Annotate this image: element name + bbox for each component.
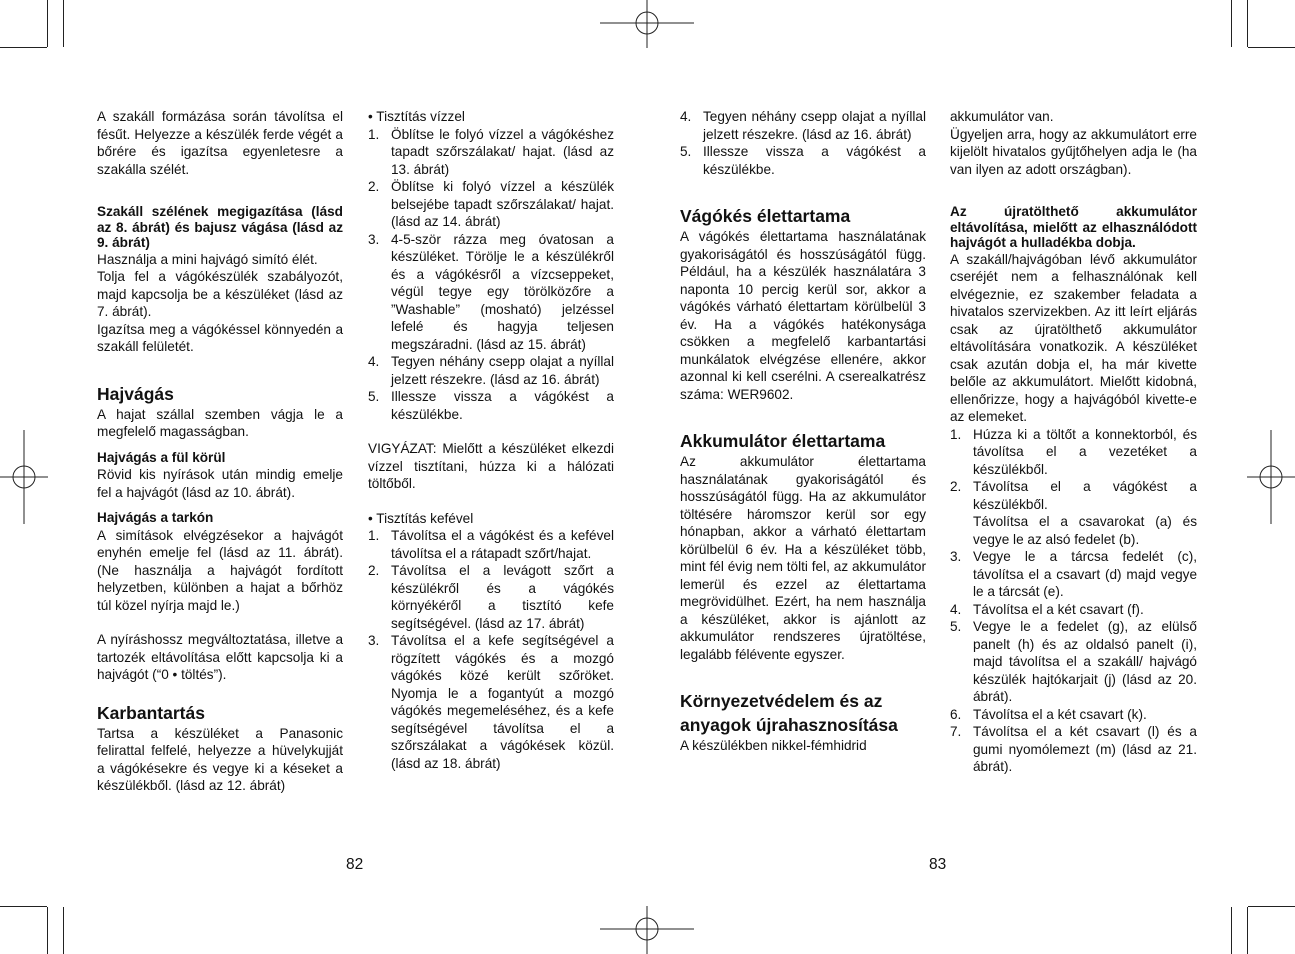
list-item	[950, 478, 1197, 513]
crop-mark	[47, 0, 48, 47]
page-number-left: 82	[346, 856, 364, 873]
paragraph: Rövid kis nyírások után mindig emelje fel a hajvágót (lásd az 10. ábrát).	[97, 467, 343, 500]
subheading: Hajvágás a fül körül	[97, 449, 226, 465]
list-text: Távolítsa el a csavarokat (a) és vegye le az alsó fedelet (b).	[973, 514, 1197, 547]
section-title: Az újratölthető akkumulátor eltávolítása, mielőtt az elhasználódott hajvágót a hulladékba dobja.	[950, 204, 1197, 250]
crop-mark	[47, 907, 48, 954]
column-2	[368, 108, 614, 772]
section-title: Szakáll szélének megigazítása (lásd az 8. ábrát) és bajusz vágása (lásd az 9. ábrát)	[97, 204, 343, 250]
list-item	[950, 548, 1197, 601]
crop-mark	[1247, 907, 1248, 954]
list-text: Tegyen néhány csepp olajat a nyíllal jelzett részekre. (lásd az 16. ábrát)	[703, 109, 926, 142]
list-text: Távolítsa el a két csavart (l) és a gumi nyomólemezt (m) (lásd az 21. ábrát).	[973, 724, 1197, 774]
list-number: 3.	[368, 633, 380, 648]
list-item	[368, 388, 614, 423]
heading-kornyezet: Környezetvédelem és az	[680, 691, 883, 711]
list-number: 3.	[950, 549, 962, 564]
list-text: Távolítsa el a két csavart (f).	[973, 601, 1144, 617]
list-number: 4.	[680, 109, 692, 124]
list-text: Távolítsa el a vágókést és a kefével távolítsa el a rátapadt szőrt/hajat.	[391, 528, 614, 561]
list-number: 5.	[950, 619, 962, 634]
page-number-right: 83	[929, 856, 947, 873]
list-text: Távolítsa el a két csavart (k).	[973, 706, 1147, 722]
paragraph: A készülékben nikkel-fémhidrid	[680, 738, 867, 753]
list-text: Illessze vissza a vágókést a készülékbe.	[703, 144, 926, 177]
list-item	[368, 562, 614, 632]
list-number: 5.	[680, 144, 692, 159]
paragraph: Tartsa a készüléket a Panasonic felirattal felfelé, helyezze a hüvelykujját a vágókésekre és vegye ki a késeket a készülékből. (lásd az 12. ábrát)	[97, 725, 343, 793]
list-text: Tegyen néhány csepp olajat a nyíllal jelzett részekre. (lásd az 16. ábrát)	[391, 354, 614, 387]
crop-mark	[63, 0, 64, 47]
paragraph: A hajat szállal szemben vágja le a megfelelő magasságban.	[97, 406, 343, 439]
paragraph: Igazítsa meg a vágókéssel könnyedén a szakáll felületét.	[97, 321, 343, 354]
registration-mark-right	[1247, 430, 1295, 524]
list-text: Öblítse ki folyó vízzel a készülék belsejébe tapadt szőrszálakat/ hajat. (lásd az 14. ábrát)	[391, 179, 614, 229]
list-item	[950, 618, 1197, 706]
list-number: 4.	[368, 354, 380, 369]
list-text: Távolítsa el a kefe segítségével a rögzített vágókés és a mozgó vágókés közé került szőröket. Nyomja le a fogantyút a mozgó vágókés megemeléséhez, és a kefe segítségével távolítsa el a szőrszálakat a vágókések közül. (lásd az 18. ábrát)	[391, 633, 614, 771]
list-item	[950, 426, 1197, 479]
list-text: Vegye le a tárcsa fedelét (c), távolítsa el a csavart (d) majd vegye le a tárcsát (e).	[973, 549, 1197, 599]
crop-mark	[1231, 0, 1232, 47]
crop-mark	[1248, 906, 1295, 907]
list-item	[680, 108, 926, 143]
paragraph: A simítások elvégzésekor a hajvágót enyhén emelje fel (lásd az 11. ábrát). (Ne használja a hajvágót fordított helyzetben, különben a hajat a bőrhöz túl közel nyírja majd le.)	[97, 527, 343, 613]
paragraph: A vágókés élettartama használatának gyakoriságától és hosszúságától függ. Például, ha a készülék használatára 3 naponta 10 percig kerül sor, akkor a vágókés várható élettartam körülbelül 3 év. Ha a vágókés hatékonysága csökken a megfelelő karbantartási munkálatok elvégzése ellenére, akkor azonnal ki kell cserélni. A cserealkatrész száma: WER9602.	[680, 229, 926, 402]
list-number: 1.	[368, 528, 380, 543]
list-number: 2.	[368, 179, 380, 194]
paragraph: Használja a mini hajvágó simító élét.	[97, 251, 318, 267]
list-number: 2.	[950, 479, 962, 494]
list-item	[368, 527, 614, 562]
registration-mark-top	[600, 0, 694, 48]
warning-text: VIGYÁZAT: Mielőtt a készüléket elkezdi vízzel tisztítani, húzza ki a hálózati töltőből.	[368, 441, 614, 491]
heading-vagokes: Vágókés élettartama	[680, 206, 851, 226]
list-text: Illessze vissza a vágókést a készülékbe.	[391, 389, 614, 422]
list-number: 7.	[950, 724, 962, 739]
list-text: Öblítse le folyó vízzel a vágókéshez tapadt szőrszálakat/ hajat. (lásd az 13. ábrát)	[391, 126, 614, 177]
crop-mark	[1231, 907, 1232, 954]
paragraph: A szakáll/hajvágóban lévő akkumulátor cseréjét nem a felhasználónak kell elvégeznie, ez szakember feladata a hivatalos szervizekben. Az itt leírt eljárás csak az újratölthető akkumulátor eltávolítására vonatkozik. A készüléket csak azután dobja el, ha már kivette belőle az akkumulátort. Mielőtt kidobná, ellenőrizze, hogy a hajvágóból kivette-e az elemeket.	[950, 251, 1197, 424]
heading-hajvagas: Hajvágás	[97, 383, 174, 404]
list-item	[950, 601, 1197, 619]
paragraph: A szakáll formázása során távolítsa el fésűt. Helyezze a készülék ferde végét a bőrére és igazítsa egyenletesre a szakálla szélét.	[97, 109, 343, 177]
heading-kornyezet-2: anyagok újrahasznosítása	[680, 715, 898, 735]
list-number: 6.	[950, 706, 962, 722]
list-item	[368, 353, 614, 388]
list-number: 4.	[950, 601, 962, 617]
list-item	[368, 126, 614, 179]
paragraph: A nyíráshossz megváltoztatása, illetve a tartozék eltávolítása előtt kapcsolja ki a hajvágót (“0 • töltés”).	[97, 632, 343, 682]
list-text: Húzza ki a töltőt a konnektorból, és távolítsa el a vezetéket a készülékből.	[973, 426, 1197, 477]
list-number: 1.	[950, 426, 962, 442]
list-number: 5.	[368, 389, 380, 404]
numbered-list	[680, 108, 926, 178]
list-item	[368, 178, 614, 231]
paragraph: Az akkumulátor élettartama használatának gyakoriságától és hosszúságától függ. Ha az akkumulátor töltésére háromszor kerül sor egy hónapban, akkor a várható élettartam körülbelül 6 év. Ha a készüléket több, mint fél évig nem tölti fel, az akkumulátor lemerül és ezzel az élettartama megrövidülhet. Ezért, ha nem használja a készüléket, akkor is ajánlott az akkumulátor rendszeres újratöltése, legalább félévente egyszer.	[680, 454, 926, 662]
numbered-list	[950, 426, 1197, 776]
numbered-list	[368, 527, 614, 772]
list-item	[680, 143, 926, 178]
heading-karbantartas: Karbantartás	[97, 702, 205, 723]
list-item	[368, 231, 614, 354]
crop-mark	[1248, 47, 1295, 48]
list-text: Távolítsa el a vágókést a készülékből.	[973, 479, 1197, 512]
list-text: Távolítsa el a levágott szőrt a készülékről és a vágókés környékéről a tisztító kefe segítségével. (lásd az 17. ábrát)	[391, 563, 614, 631]
numbered-list	[368, 126, 614, 424]
column-1	[97, 108, 343, 795]
registration-mark-bottom	[600, 906, 694, 954]
paragraph: Ügyeljen arra, hogy az akkumulátort erre kijelölt hivatalos gyűjtőhelyen adja le (ha van ilyen az adott országban).	[950, 126, 1197, 177]
list-item	[950, 706, 1197, 724]
heading-akkumulator: Akkumulátor élettartama	[680, 431, 886, 451]
paragraph: Tolja fel a vágókészülék szabályozót, majd kapcsolja be a készüléket (lásd az 7. ábrát).	[97, 269, 343, 319]
list-number: 2.	[368, 563, 380, 578]
list-item	[950, 513, 1197, 548]
column-3	[680, 108, 926, 755]
registration-mark-left	[0, 430, 48, 524]
list-text: Vegye le a fedelet (g), az elülső panelt (h) és az oldalsó panelt (i), majd távolítsa el a szakáll/ hajvágó készülék hajtókarjait (j) (lásd az 20. ábrát).	[973, 619, 1197, 704]
bullet-heading: • Tisztítás vízzel	[368, 109, 465, 124]
crop-mark	[0, 906, 47, 907]
column-4	[950, 108, 1197, 776]
list-text: 4-5-ször rázza meg óvatosan a készüléket. Törölje le a készülékről és a vágókésről a vízcseppeket, végül tegye egy törölközőre a ”Washable” (mosható) jelzéssel lefelé és hagyja teljesen megszáradni. (lásd az 15. ábrát)	[391, 231, 614, 352]
crop-mark	[0, 47, 47, 48]
list-item	[950, 723, 1197, 776]
bullet-heading: • Tisztítás kefével	[368, 510, 474, 526]
crop-mark	[1247, 0, 1248, 47]
list-number: 3.	[368, 231, 380, 247]
subheading: Hajvágás a tarkón	[97, 510, 214, 525]
list-number: 1.	[368, 126, 380, 142]
list-item	[368, 632, 614, 772]
crop-mark	[63, 907, 64, 954]
paragraph: akkumulátor van.	[950, 109, 1054, 124]
